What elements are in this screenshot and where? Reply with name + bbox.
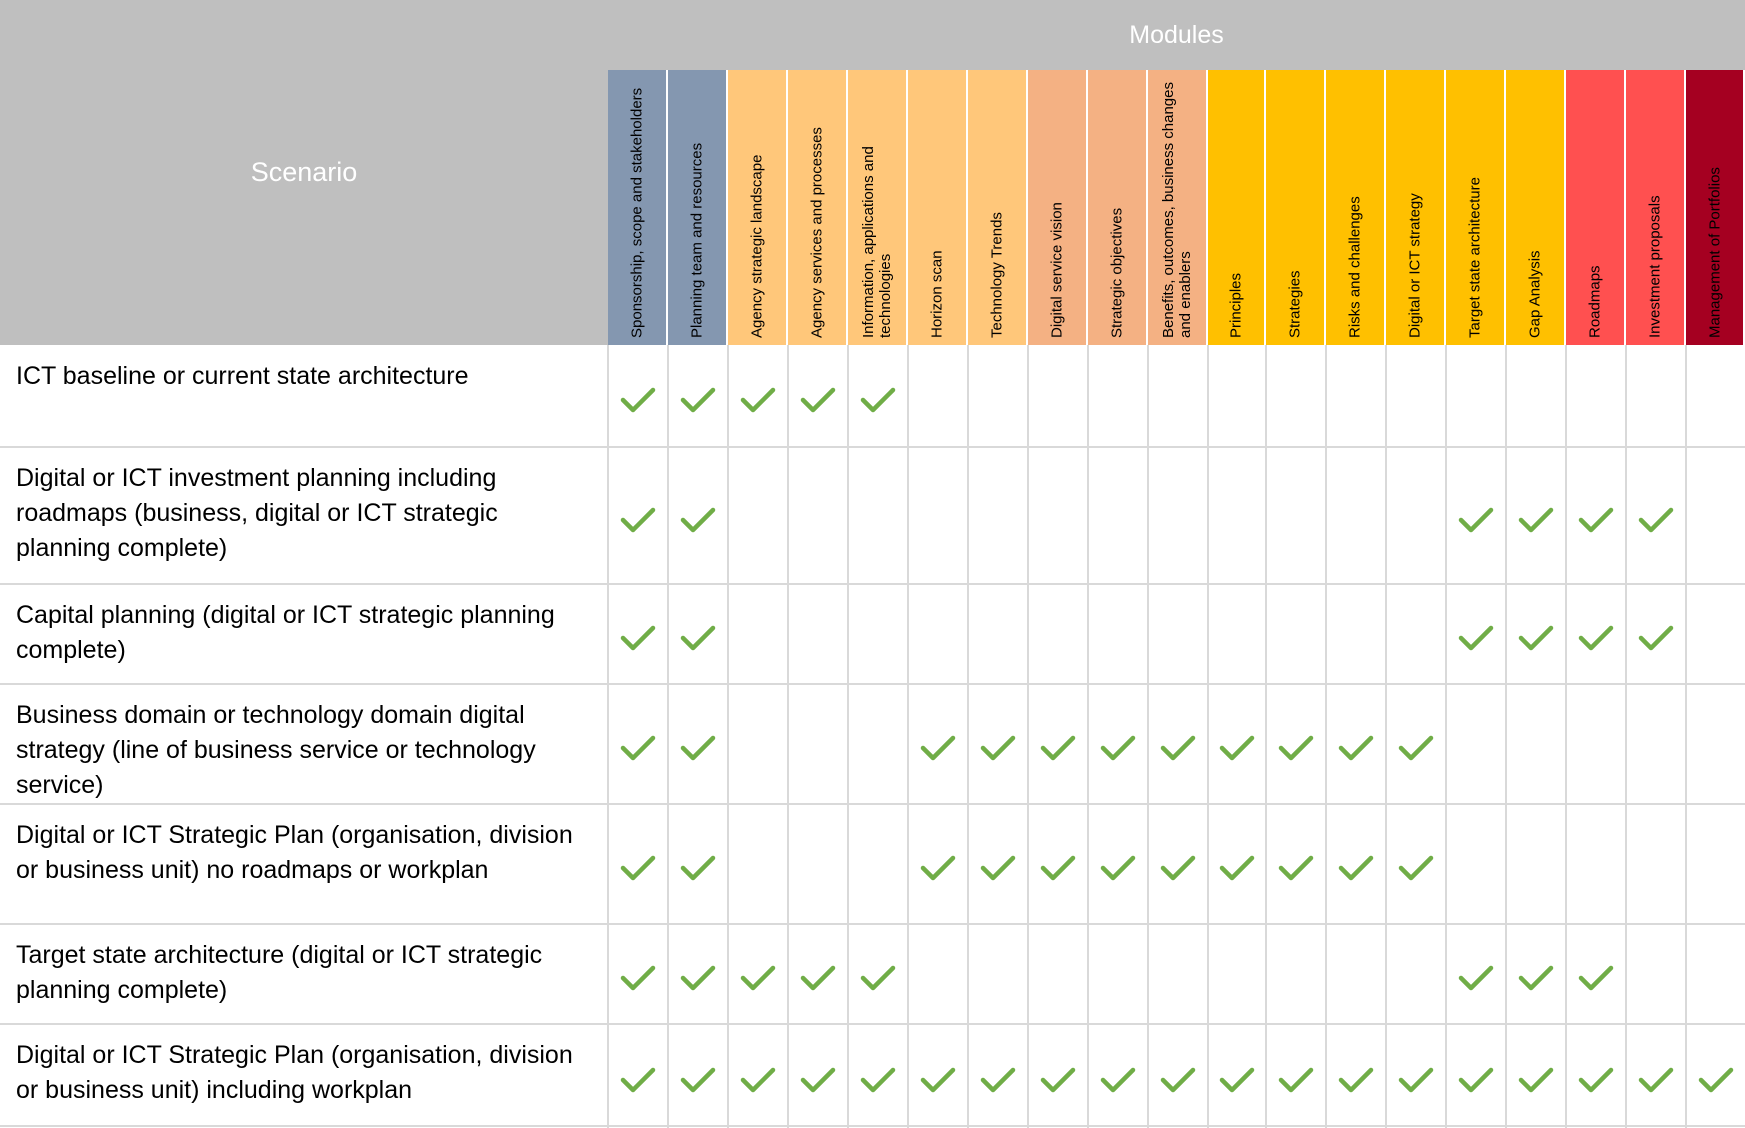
- check-icon: [980, 735, 1016, 761]
- scenario-label: Digital or ICT Strategic Plan (organisation, division or business unit) including workplan: [16, 1041, 573, 1104]
- column-divider: [1265, 345, 1267, 1128]
- module-header: [1266, 70, 1326, 345]
- check-icon: [680, 1067, 716, 1093]
- check-icon: [980, 855, 1016, 881]
- column-divider: [967, 345, 969, 1128]
- check-icon: [1160, 1067, 1196, 1093]
- check-icon: [1219, 735, 1255, 761]
- check-icon: [1100, 855, 1136, 881]
- row-divider: [0, 583, 1745, 585]
- check-icon: [1638, 507, 1674, 533]
- check-icon: [1100, 1067, 1136, 1093]
- check-icon: [800, 965, 836, 991]
- module-header: [608, 70, 668, 345]
- row-divider: [0, 446, 1745, 448]
- row-divider: [0, 923, 1745, 925]
- scenario-label: Target state architecture (digital or ICT strategic planning complete): [16, 941, 543, 1004]
- check-icon: [1698, 1067, 1734, 1093]
- check-icon: [1160, 855, 1196, 881]
- module-header: [848, 70, 908, 345]
- check-icon: [1458, 965, 1494, 991]
- check-icon: [620, 965, 656, 991]
- column-divider: [1505, 345, 1507, 1128]
- check-icon: [1219, 1067, 1255, 1093]
- module-label: Planning team and resources: [688, 142, 706, 338]
- check-icon: [1638, 1067, 1674, 1093]
- check-icon: [1338, 1067, 1374, 1093]
- check-icon: [1578, 1067, 1614, 1093]
- module-header: [728, 70, 788, 345]
- check-icon: [680, 735, 716, 761]
- scenario-label: Digital or ICT investment planning including roadmaps (business, digital or ICT strategic planning complete): [16, 464, 498, 562]
- check-icon: [860, 387, 896, 413]
- check-icon: [620, 1067, 656, 1093]
- column-divider: [1685, 345, 1687, 1128]
- scenario-label: Business domain or technology domain digital strategy (line of business service or technology service): [16, 701, 536, 799]
- module-header: [1386, 70, 1446, 345]
- check-icon: [1518, 507, 1554, 533]
- check-icon: [1638, 625, 1674, 651]
- check-icon: [620, 387, 656, 413]
- row-divider: [0, 1125, 1745, 1127]
- check-icon: [920, 855, 956, 881]
- check-icon: [1518, 1067, 1554, 1093]
- row-divider: [0, 683, 1745, 685]
- column-divider: [847, 345, 849, 1128]
- check-icon: [740, 965, 776, 991]
- scenario-label: ICT baseline or current state architecture: [16, 362, 469, 390]
- check-icon: [1278, 855, 1314, 881]
- check-icon: [860, 1067, 896, 1093]
- check-icon: [680, 965, 716, 991]
- check-icon: [1160, 735, 1196, 761]
- module-label: Risks and challenges: [1346, 195, 1364, 338]
- scenario-header-label: Scenario: [250, 157, 358, 187]
- module-label: Technology Trends: [988, 211, 1006, 338]
- check-icon: [1219, 855, 1255, 881]
- column-divider: [1147, 345, 1149, 1128]
- module-label: Agency strategic landscape: [748, 154, 766, 338]
- module-header: [1208, 70, 1266, 345]
- check-icon: [1040, 735, 1076, 761]
- column-divider: [1385, 345, 1387, 1128]
- column-divider: [1087, 345, 1089, 1128]
- check-icon: [680, 507, 716, 533]
- module-header: [1626, 70, 1686, 345]
- module-label: Benefits, outcomes, business changes and enablers: [1160, 81, 1194, 338]
- modules-group-header: [608, 0, 1745, 70]
- check-icon: [980, 1067, 1016, 1093]
- check-icon: [740, 387, 776, 413]
- check-icon: [740, 1067, 776, 1093]
- module-header: [668, 70, 728, 345]
- check-icon: [800, 1067, 836, 1093]
- module-label: Target state architecture: [1466, 176, 1484, 338]
- module-label: Roadmaps: [1586, 264, 1604, 338]
- module-header: [1446, 70, 1506, 345]
- modules-header-label: Modules: [1129, 20, 1224, 49]
- check-icon: [680, 855, 716, 881]
- module-header: [1148, 70, 1208, 345]
- column-divider: [1325, 345, 1327, 1128]
- check-icon: [620, 507, 656, 533]
- check-icon: [1040, 1067, 1076, 1093]
- check-icon: [1578, 965, 1614, 991]
- module-label: Strategic objectives: [1108, 207, 1126, 338]
- module-label: Horizon scan: [928, 249, 946, 338]
- check-icon: [800, 387, 836, 413]
- column-divider: [1207, 345, 1209, 1128]
- module-label: Agency services and processes: [808, 126, 826, 338]
- check-icon: [1518, 625, 1554, 651]
- module-header: [1088, 70, 1148, 345]
- check-icon: [920, 1067, 956, 1093]
- check-icon: [680, 387, 716, 413]
- check-icon: [620, 625, 656, 651]
- column-divider: [1445, 345, 1447, 1128]
- check-icon: [1578, 507, 1614, 533]
- check-icon: [620, 855, 656, 881]
- module-label: Investment proposals: [1646, 194, 1664, 338]
- check-icon: [1278, 735, 1314, 761]
- check-icon: [1100, 735, 1136, 761]
- check-icon: [1278, 1067, 1314, 1093]
- module-header: [1506, 70, 1566, 345]
- check-icon: [1040, 855, 1076, 881]
- check-icon: [1398, 1067, 1434, 1093]
- column-divider: [1027, 345, 1029, 1128]
- column-divider: [1625, 345, 1627, 1128]
- module-header: [968, 70, 1028, 345]
- check-icon: [1458, 625, 1494, 651]
- column-divider: [727, 345, 729, 1128]
- scenario-column-header: [0, 0, 608, 345]
- check-icon: [1338, 855, 1374, 881]
- module-header: [788, 70, 848, 345]
- check-icon: [1458, 507, 1494, 533]
- module-label: Gap Analysis: [1526, 249, 1544, 338]
- column-divider: [1565, 345, 1567, 1128]
- row-divider: [0, 1023, 1745, 1025]
- module-header: [908, 70, 968, 345]
- module-header: [1028, 70, 1088, 345]
- column-divider: [787, 345, 789, 1128]
- module-label: Management of Portfolios: [1706, 166, 1723, 338]
- check-icon: [1578, 625, 1614, 651]
- module-label: Digital or ICT strategy: [1406, 192, 1424, 338]
- check-icon: [1398, 855, 1434, 881]
- row-divider: [0, 803, 1745, 805]
- check-icon: [1338, 735, 1374, 761]
- check-icon: [620, 735, 656, 761]
- module-label: Sponsorship, scope and stakeholders: [628, 87, 646, 338]
- module-label: Principles: [1227, 272, 1245, 338]
- check-icon: [1398, 735, 1434, 761]
- check-icon: [680, 625, 716, 651]
- module-label: Information, applications and technologies: [860, 145, 894, 338]
- scenario-label: Capital planning (digital or ICT strategic planning complete): [16, 601, 555, 664]
- check-icon: [920, 735, 956, 761]
- column-divider: [907, 345, 909, 1128]
- check-icon: [860, 965, 896, 991]
- column-divider: [607, 345, 609, 1128]
- check-icon: [1458, 1067, 1494, 1093]
- module-header: [1326, 70, 1386, 345]
- scenario-label: Digital or ICT Strategic Plan (organisation, division or business unit) no roadmaps or workplan: [16, 821, 573, 884]
- module-label: Strategies: [1286, 269, 1304, 338]
- check-icon: [1518, 965, 1554, 991]
- module-header: [1566, 70, 1626, 345]
- module-header: [1686, 70, 1745, 345]
- module-label: Digital service vision: [1048, 201, 1066, 338]
- column-divider: [667, 345, 669, 1128]
